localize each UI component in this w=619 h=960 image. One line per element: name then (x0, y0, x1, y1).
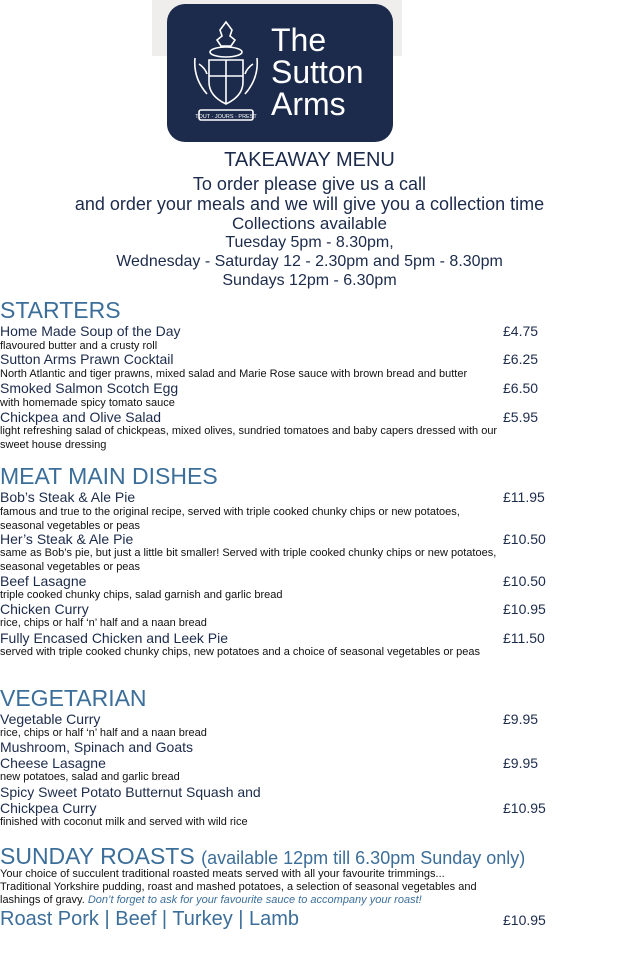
sunday-roast-options (0, 907, 560, 931)
sunday-description-end: lashings of gravy. (0, 894, 85, 906)
brand-name-line1: The (271, 22, 327, 58)
item-name: Bob’s Steak & Ale Pie (0, 489, 136, 505)
menu-item-name-line (0, 739, 560, 756)
item-description: new potatoes, salad and garlic bread (0, 771, 180, 783)
item-description: with homemade spicy tomato sauce (0, 397, 175, 409)
item-price: £11.50 (503, 630, 545, 646)
item-description: North Atlantic and tiger prawns, mixed salad and Marie Rose sauce with brown bread and butter (0, 368, 468, 380)
item-description: triple cooked chunky chips, salad garnish and garlic bread (0, 589, 283, 601)
item-description: famous and true to the original recipe, served with triple cooked chunky chips or new potatoes, seasonal vegetables or peas (0, 506, 460, 532)
motto-text: TOUT · JOURS · PREST (195, 114, 257, 120)
item-name: Chickpea Curry (0, 800, 97, 816)
sunday-description: Your choice of succulent traditional roasted meats served with all your favourite trimmings... (0, 868, 445, 880)
sunday-availability: (available 12pm till 6.30pm Sunday only) (201, 848, 526, 868)
brand-name-line3: Arms (271, 86, 346, 122)
item-name: Fully Encased Chicken and Leek Pie (0, 630, 229, 646)
starters-heading: STARTERS (0, 297, 121, 323)
item-name-line1: Spicy Sweet Potato Butternut Squash and (0, 784, 261, 800)
item-description: finished with coconut milk and served with wild rice (0, 816, 248, 828)
item-price: £9.95 (503, 711, 539, 727)
sunday-description: Traditional Yorkshire pudding, roast and mashed potatoes, a selection of seasonal vegetables and (0, 881, 477, 893)
item-price: £10.95 (503, 601, 546, 617)
brand-name-line2: Sutton (271, 54, 364, 90)
brand-logo (167, 4, 393, 142)
collection-hours: Wednesday - Saturday 12 - 2.30pm and 5pm - 8.30pm (116, 253, 503, 270)
item-price: £5.95 (503, 409, 539, 425)
intro-line: To order please give us a call (192, 174, 427, 194)
item-name: Cheese Lasagne (0, 755, 106, 771)
crest-icon (191, 18, 261, 126)
roast-price: £10.95 (503, 912, 546, 928)
item-name: Chickpea and Olive Salad (0, 409, 162, 425)
collections-heading: Collections available (232, 214, 387, 233)
menu-item (0, 380, 560, 397)
item-description: same as Bob’s pie, but just a little bit smaller! Served with triple cooked chunky chips or new potatoes, seasonal vegetables or peas (0, 547, 497, 573)
item-price: £6.50 (503, 380, 539, 396)
item-description: rice, chips or half ‘n’ half and a naan bread (0, 617, 207, 629)
item-description: flavoured butter and a crusty roll (0, 340, 158, 352)
mains-heading: MEAT MAIN DISHES (0, 463, 218, 489)
item-description: light refreshing salad of chickpeas, mixed olives, sundried tomatoes and baby capers dressed with our sweet house dressing (0, 425, 498, 451)
menu-item (0, 489, 560, 506)
item-description: served with triple cooked chunky chips, new potatoes and a choice of seasonal vegetables or peas (0, 646, 481, 658)
item-price: £10.50 (503, 531, 546, 547)
item-name: Home Made Soup of the Day (0, 323, 181, 339)
item-price: £10.95 (503, 800, 546, 816)
vegetarian-heading: VEGETARIAN (0, 685, 147, 711)
item-price: £4.75 (503, 323, 539, 339)
menu-item (0, 351, 560, 368)
brand-name (271, 24, 364, 120)
sauce-note: Don’t forget to ask for your favourite sauce to accompany your roast! (87, 894, 422, 906)
item-name: Sutton Arms Prawn Cocktail (0, 351, 174, 367)
menu-item-name-line (0, 784, 560, 801)
menu-title: TAKEAWAY MENU (224, 149, 395, 171)
item-description: rice, chips or half ‘n’ half and a naan bread (0, 727, 207, 739)
collection-hours: Sundays 12pm - 6.30pm (222, 272, 397, 289)
sunday-description (0, 893, 560, 907)
intro-line: and order your meals and we will give you a collection time (74, 194, 545, 214)
item-name: Chicken Curry (0, 601, 89, 617)
item-name: Vegetable Curry (0, 711, 101, 727)
roast-options: Roast Pork | Beef | Turkey | Lamb (0, 908, 300, 930)
item-price: £11.95 (503, 489, 545, 505)
menu-item (0, 323, 560, 340)
item-price: £9.95 (503, 755, 539, 771)
collection-hours: Tuesday 5pm - 8.30pm, (225, 234, 394, 251)
item-name-line1: Mushroom, Spinach and Goats (0, 739, 193, 755)
item-name: Her’s Steak & Ale Pie (0, 531, 134, 547)
intro-block (0, 150, 619, 290)
item-price: £6.25 (503, 351, 539, 367)
sunday-title: SUNDAY ROASTS (0, 843, 195, 869)
item-name: Beef Lasagne (0, 573, 87, 589)
item-price: £10.50 (503, 573, 546, 589)
item-name: Smoked Salmon Scotch Egg (0, 380, 179, 396)
